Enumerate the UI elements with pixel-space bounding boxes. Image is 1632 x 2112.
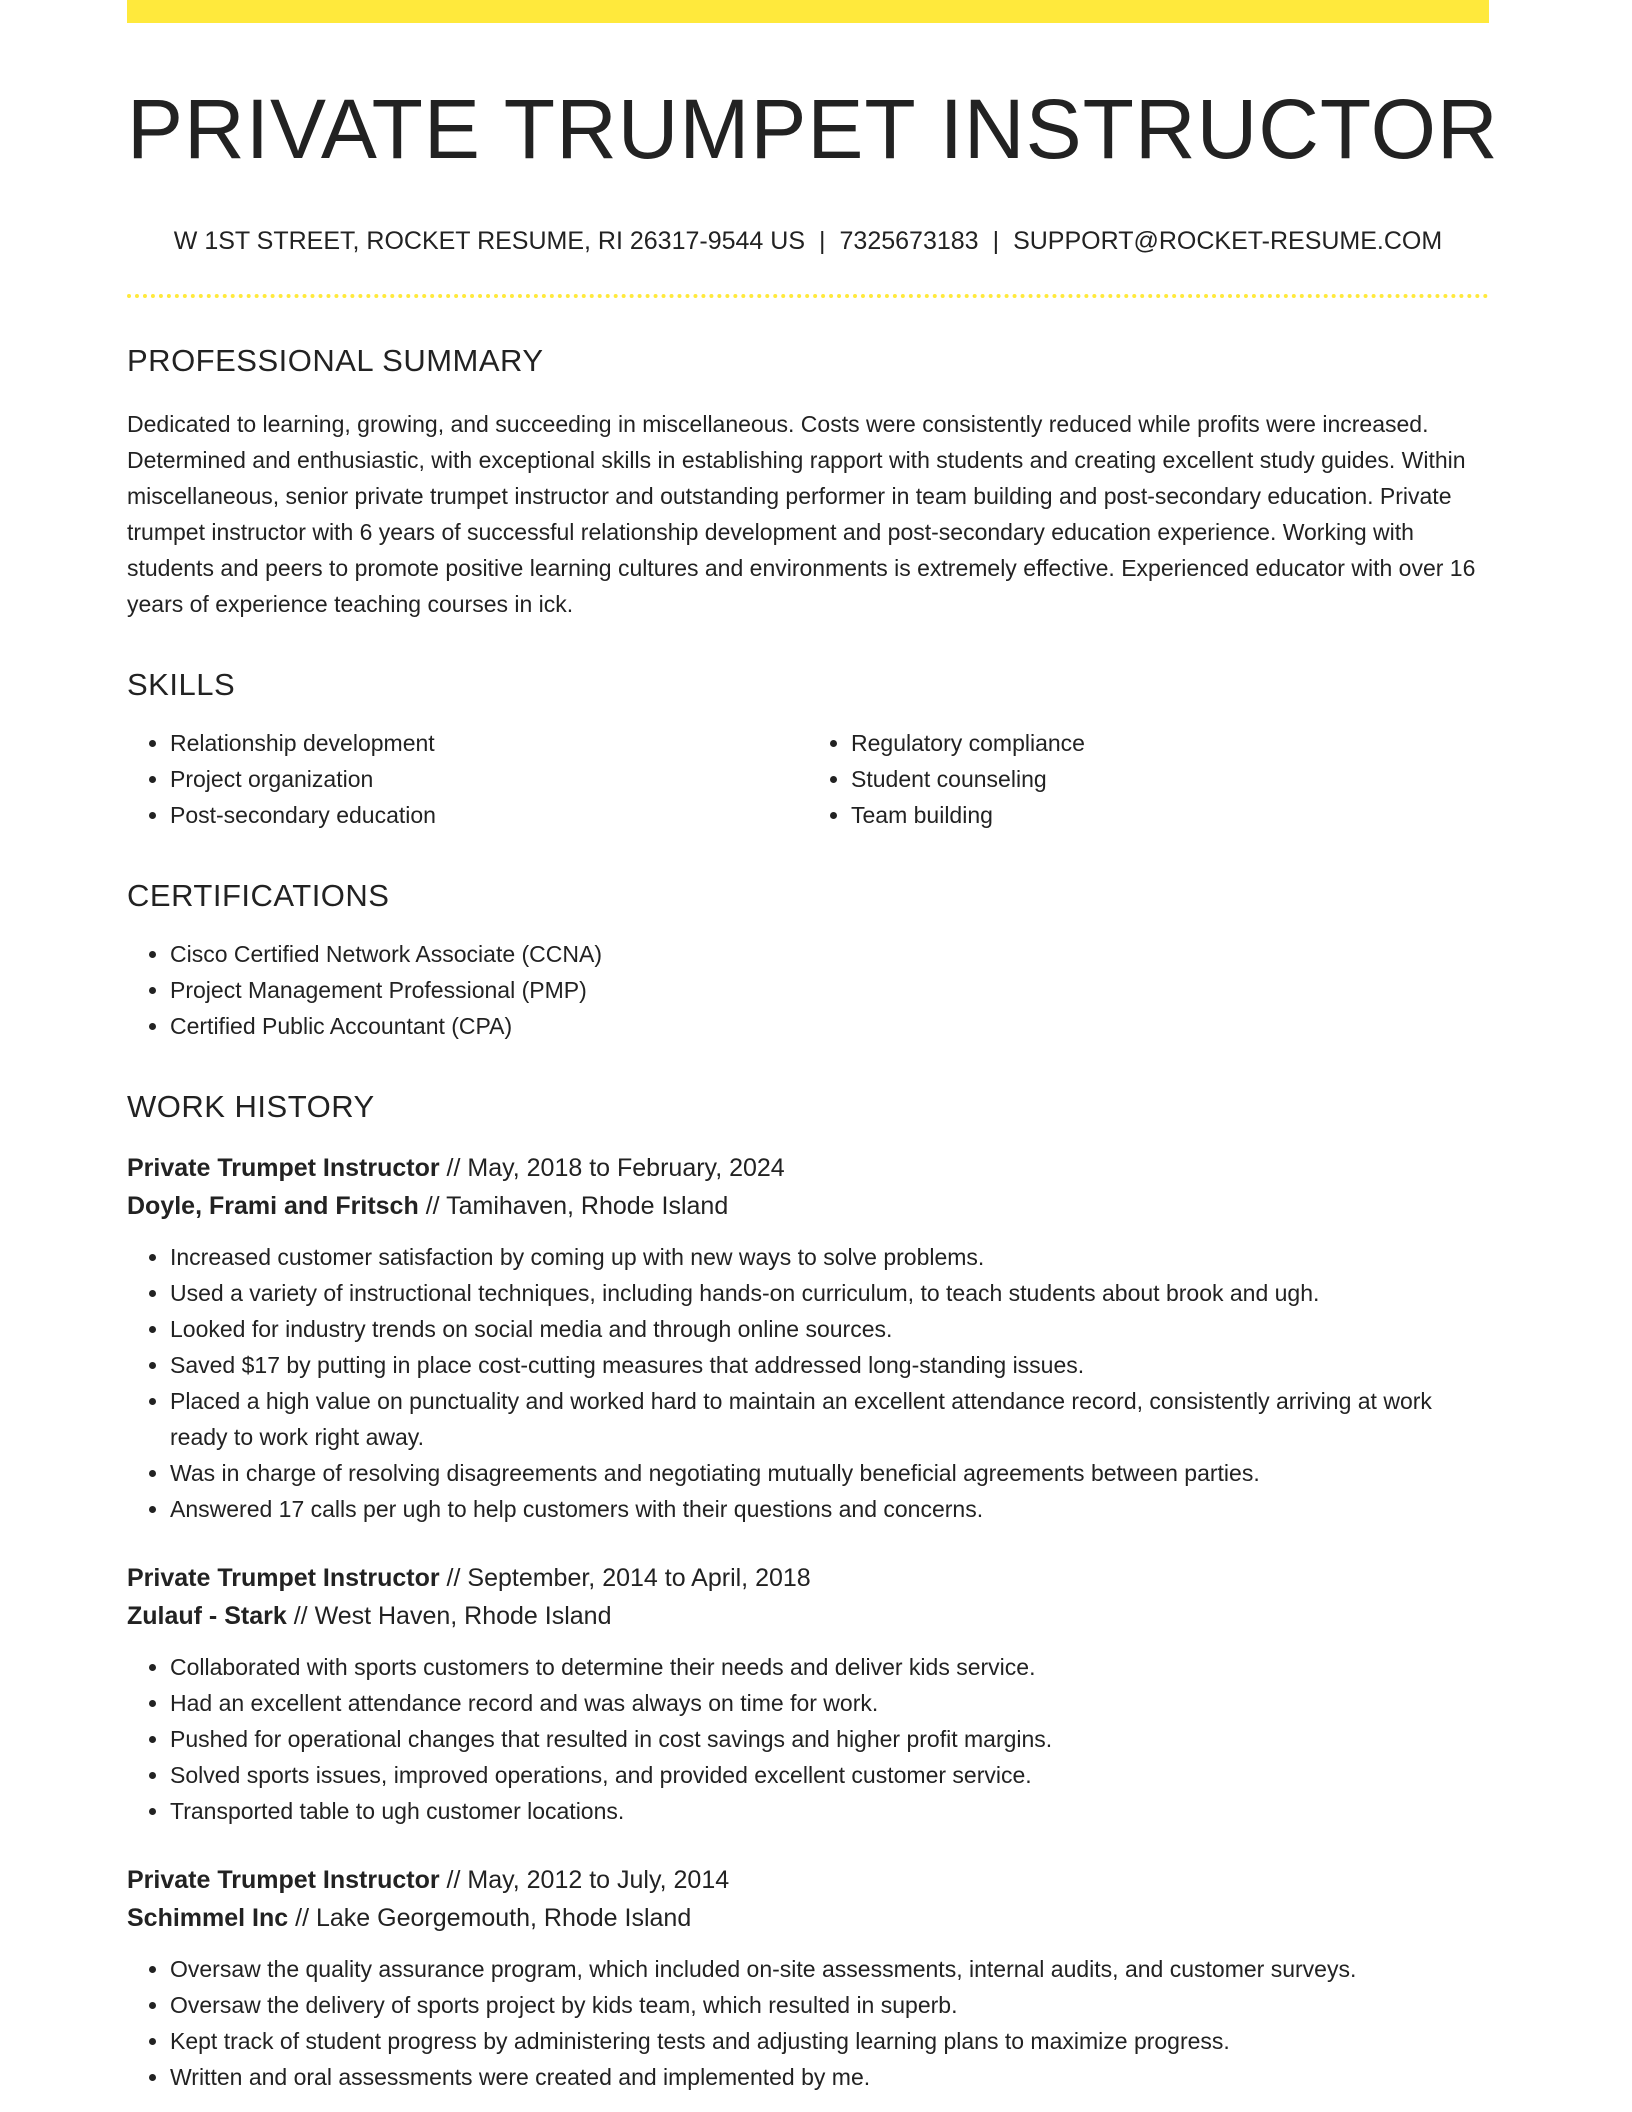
job-entry [127,1149,1489,1527]
job-title: Private Trumpet Instructor [127,1866,440,1895]
certifications-heading: CERTIFICATIONS [127,877,390,913]
job-company: Doyle, Frami and Fritsch [127,1192,419,1221]
job-bullet: • Looked for industry trends on social media and through online sources. [170,1311,1489,1347]
job-bullet: • Was in charge of resolving disagreements and negotiating mutually beneficial agreements between parties. [170,1455,1489,1491]
job-bullet: • Transported table to ugh customer locations. [170,1793,1489,1829]
job-divider: // [446,1154,461,1183]
certification-item: • Certified Public Accountant (CPA) [170,1008,1489,1044]
certification-item: • Project Management Professional (PMP) [170,972,1489,1008]
job-bullets [127,1239,1489,1527]
job-bullet: • Used a variety of instructional techniques, including hands-on curriculum, to teach students about brook and ugh. [170,1275,1489,1311]
certification-item: • Cisco Certified Network Associate (CCNA) [170,936,1489,972]
job-bullet: • Oversaw the delivery of sports project by kids team, which resulted in superb. [170,1987,1489,2023]
job-bullet: • Had an excellent attendance record and was always on time for work. [170,1685,1489,1721]
job-company: Zulauf - Stark [127,1602,287,1631]
job-company-line [127,1187,1489,1225]
job-dates: September, 2014 to April, 2018 [467,1564,811,1593]
job-divider: // [425,1192,440,1221]
job-company-line [127,1597,1489,1635]
job-bullets [127,1951,1489,2095]
job-divider: // [446,1866,461,1895]
job-dates: May, 2012 to July, 2014 [467,1866,730,1895]
skill-item: • Relationship development [170,725,808,761]
accent-top-bar [127,0,1489,23]
job-company-line [127,1899,1489,1937]
job-bullet: • Placed a high value on punctuality and worked hard to maintain an excellent attendance record, consistently arriving at work ready to work right away. [170,1383,1489,1455]
summary-text: Dedicated to learning, growing, and succeeding in miscellaneous. Costs were consistently reduced while profits were increased. Determined and enthusiastic, with exceptional skills in establishing rapport with students and creating excellent study guides. Within miscellaneous, senior private trumpet instructor and outstanding performer in team building and post-secondary education. Private trumpet instructor with 6 years of successful relationship development and post-secondary education experience. Working with students and peers to promote positive learning cultures and environments is extremely effective. Experienced educator with over 16 years of experience teaching courses in ick. [127,410,1476,617]
job-title: Private Trumpet Instructor [127,1154,440,1183]
job-bullets [127,1649,1489,1829]
job-title-line [127,1149,1489,1187]
contact-phone: 7325673183 [839,227,979,256]
contact-line [127,227,1489,256]
skill-item: • Regulatory compliance [851,725,1489,761]
skills-list-left [127,725,808,833]
contact-separator: | [992,227,1000,256]
resume-name-title: PRIVATE TRUMPET INSTRUCTOR [127,82,1499,176]
job-bullet: • Saved $17 by putting in place cost-cutting measures that addressed long-standing issues. [170,1347,1489,1383]
job-location: Lake Georgemouth, Rhode Island [315,1904,692,1933]
job-divider: // [446,1564,461,1593]
job-bullet: • Kept track of student progress by administering tests and adjusting learning plans to maximize progress. [170,2023,1489,2059]
job-divider: // [295,1904,310,1933]
job-location: West Haven, Rhode Island [314,1602,612,1631]
job-title: Private Trumpet Instructor [127,1564,440,1593]
job-entry [127,1861,1489,2095]
job-dates: May, 2018 to February, 2024 [467,1154,785,1183]
job-bullet: • Increased customer satisfaction by coming up with new ways to solve problems. [170,1239,1489,1275]
contact-separator: | [819,227,826,256]
skills-grid [127,703,1489,833]
certifications-list [127,936,1489,1044]
job-title-line [127,1861,1489,1899]
job-bullet: • Answered 17 calls per ugh to help customers with their questions and concerns. [170,1491,1489,1527]
skills-heading: SKILLS [127,666,236,702]
skill-item: • Team building [851,797,1489,833]
skill-item: • Student counseling [851,761,1489,797]
contact-address: W 1ST STREET, ROCKET RESUME, RI 26317-9544 US [173,227,806,256]
job-bullet: • Pushed for operational changes that resulted in cost savings and higher profit margins. [170,1721,1489,1757]
work-history-heading: WORK HISTORY [127,1088,375,1124]
job-bullet: • Solved sports issues, improved operations, and provided excellent customer service. [170,1757,1489,1793]
job-bullet: • Written and oral assessments were created and implemented by me. [170,2059,1489,2095]
skill-item: • Post-secondary education [170,797,808,833]
job-bullet: • Collaborated with sports customers to determine their needs and deliver kids service. [170,1649,1489,1685]
job-company: Schimmel Inc [127,1904,289,1933]
job-location: Tamihaven, Rhode Island [446,1192,729,1221]
contact-email: SUPPORT@ROCKET-RESUME.COM [1013,227,1443,256]
job-title-line [127,1559,1489,1597]
job-entry [127,1559,1489,1829]
job-divider: // [293,1602,308,1631]
job-bullet: • Oversaw the quality assurance program, which included on-site assessments, internal audits, and customer surveys. [170,1951,1489,1987]
summary-heading: PROFESSIONAL SUMMARY [127,343,544,379]
skills-list-right [808,725,1489,833]
dotted-divider [127,294,1489,298]
resume-page [127,0,1499,2095]
skill-item: • Project organization [170,761,808,797]
